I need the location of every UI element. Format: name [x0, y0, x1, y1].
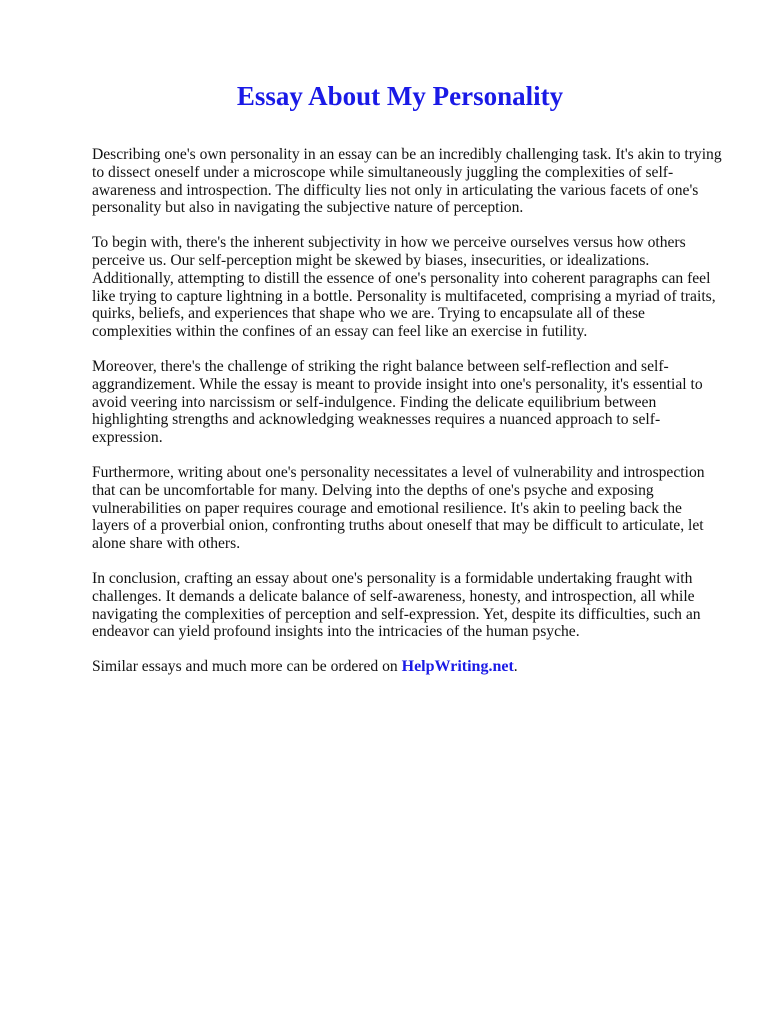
essay-body — [92, 146, 722, 676]
footer-line — [92, 658, 722, 676]
paragraph-1: Describing one's own personality in an essay can be an incredibly challenging task. It's akin to trying to dissect oneself under a microscope while simultaneously juggling the complexities of self-awareness and introspection. The difficulty lies not only in articulating the various facets of one's personality but also in navigating the subjective nature of perception. — [92, 146, 722, 217]
footer-text: Similar essays and much more can be ordered on — [92, 658, 402, 676]
helpwriting-link[interactable]: HelpWriting.net — [401, 658, 514, 676]
footer-suffix: . — [513, 658, 518, 676]
paragraph-3: Moreover, there's the challenge of striking the right balance between self-reflection and self-aggrandizement. While the essay is meant to provide insight into one's personality, it's essential to avoid veering into narcissism or self-indulgence. Finding the delicate equilibrium between highlighting strengths and acknowledging weaknesses requires a nuanced approach to self-expression. — [92, 357, 703, 447]
paragraph-5: In conclusion, crafting an essay about one's personality is a formidable undertaking fraught with challenges. It demands a delicate balance of self-awareness, honesty, and introspection, all while navigating the complexities of perception and self-expression. Yet, despite its difficulties, such an endeavor can yield profound insights into the intricacies of the human psyche. — [92, 569, 701, 641]
paragraph-4: Furthermore, writing about one's personality necessitates a level of vulnerability and introspection that can be uncomfortable for many. Delving into the depths of one's psyche and exposing vulnerabilities on paper requires courage and emotional resilience. It's akin to peeling back the layers of a proverbial onion, confronting truths about oneself that may be difficult to articulate, let alone share with others. — [92, 463, 705, 553]
paragraph-2: To begin with, there's the inherent subjectivity in how we perceive ourselves versus how others perceive us. Our self-perception might be skewed by biases, insecurities, or idealizations. Additionally, attempting to distill the essence of one's personality into coherent paragraphs can feel like trying to capture lightning in a bottle. Personality is multifaceted, comprising a myriad of traits, quirks, beliefs, and experiences that shape who we are. Trying to encapsulate all of these complexities within the confines of an essay can feel like an exercise in futility. — [92, 234, 716, 341]
page-title: Essay About My Personality — [236, 81, 564, 111]
